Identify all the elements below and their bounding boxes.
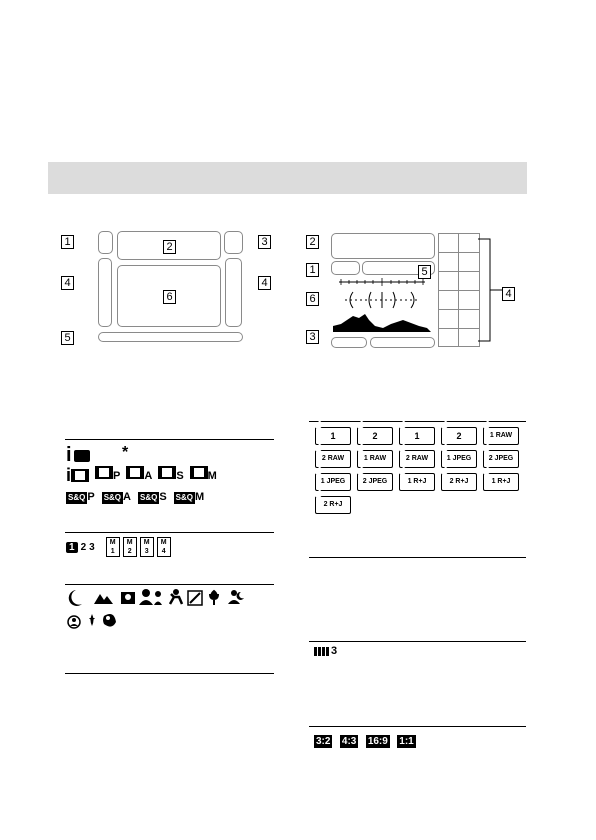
rule-4 bbox=[65, 673, 274, 674]
callout-6-right: 6 bbox=[306, 292, 319, 306]
aspect-16-9: 16:9 bbox=[367, 736, 388, 747]
callout-4-grid: 4 bbox=[502, 287, 515, 301]
battery-icon bbox=[314, 645, 337, 657]
card-1-jpeg: 1 JPEG bbox=[441, 450, 477, 468]
area-3 bbox=[224, 231, 243, 254]
area-1 bbox=[98, 231, 113, 254]
callout-1-right: 1 bbox=[306, 263, 319, 277]
night-portrait-icon bbox=[121, 592, 135, 604]
sq-a-icon: S&Q A bbox=[103, 491, 131, 503]
aspect-4-3: 4:3 bbox=[341, 736, 357, 747]
intelligent-auto-icon bbox=[66, 445, 90, 465]
callout-5: 5 bbox=[61, 331, 74, 345]
card-relay-2-jpeg: 2 JPEG bbox=[357, 473, 393, 491]
area-5 bbox=[98, 332, 243, 342]
memory-m3: M 3 bbox=[140, 537, 154, 557]
card-row-4 bbox=[315, 496, 351, 514]
movie-m-icon: M bbox=[190, 466, 217, 484]
movie-p-icon: P bbox=[95, 466, 120, 484]
card-2: 2 bbox=[357, 427, 393, 445]
card-row-3 bbox=[315, 473, 519, 491]
area-3b-right bbox=[370, 337, 435, 348]
movie-mode-row bbox=[66, 466, 217, 484]
card-row-2 bbox=[315, 450, 519, 468]
rule-right-4 bbox=[309, 726, 526, 727]
anti-motion-blur-icon bbox=[68, 616, 80, 628]
area-4-left bbox=[98, 258, 112, 327]
callout-3-right: 3 bbox=[306, 330, 319, 344]
card-2-rj: 2 R+J bbox=[441, 473, 477, 491]
rule-right-2 bbox=[309, 557, 526, 558]
area-1-right bbox=[331, 261, 360, 275]
callout-4-right: 4 bbox=[258, 276, 271, 290]
grid-bracket-lines bbox=[478, 238, 504, 342]
area-2-right bbox=[331, 233, 435, 259]
card-relay-1-raw: 1 RAW bbox=[357, 450, 393, 468]
card-relay-2-raw: 2 RAW bbox=[399, 450, 435, 468]
movie-a-icon: A bbox=[126, 466, 152, 484]
card-relay-1-rj: 1 R+J bbox=[483, 473, 519, 491]
memory-m4: M 4 bbox=[157, 537, 171, 557]
card-1-raw: 1 RAW bbox=[483, 427, 519, 445]
callout-5-right: 5 bbox=[418, 265, 431, 279]
area-3-right bbox=[331, 337, 367, 348]
card-relay-2-rj: 2 R+J bbox=[315, 496, 351, 514]
rule-right-1 bbox=[309, 421, 526, 422]
callout-2: 2 bbox=[163, 240, 176, 254]
sq-p-icon: S&Q P bbox=[68, 491, 95, 503]
handheld-twilight-icon bbox=[228, 590, 244, 604]
battery-count: 3 bbox=[331, 645, 338, 657]
sq-s-icon: S&Q S bbox=[139, 491, 167, 503]
memory-recall-icons bbox=[66, 537, 171, 557]
aspect-1-1: 1:1 bbox=[399, 736, 414, 747]
card-relay-1-jpeg: 1 JPEG bbox=[315, 473, 351, 491]
card-1-rj: 1 R+J bbox=[399, 473, 435, 491]
ia-letter: i bbox=[66, 444, 72, 466]
rule-3 bbox=[65, 584, 274, 585]
callout-4-left: 4 bbox=[61, 276, 74, 290]
card-relay-2: 2 bbox=[441, 427, 477, 445]
callout-1: 1 bbox=[61, 235, 74, 249]
gourmet-icon bbox=[103, 614, 116, 627]
memory-m2: M 2 bbox=[123, 537, 137, 557]
memory-1-active: 1 bbox=[66, 542, 78, 553]
sports-icon bbox=[170, 589, 182, 604]
sq-mode-row bbox=[66, 487, 204, 505]
aspect-ratio-icons bbox=[314, 731, 419, 749]
macro-icon bbox=[210, 591, 218, 605]
section-header-band bbox=[48, 162, 527, 194]
card-2-raw: 2 RAW bbox=[315, 450, 351, 468]
memory-m1: M 1 bbox=[106, 537, 120, 557]
memory-2: 2 bbox=[80, 541, 87, 553]
landscape-icon bbox=[94, 594, 113, 604]
card-row-1 bbox=[315, 427, 519, 445]
card-2-jpeg: 2 JPEG bbox=[483, 450, 519, 468]
callout-2-right: 2 bbox=[306, 235, 319, 249]
ia-movie-icon: i bbox=[66, 466, 89, 484]
area-4-grid bbox=[438, 233, 480, 347]
movie-s-icon: S bbox=[158, 466, 183, 484]
card-relay-1: 1 bbox=[399, 427, 435, 445]
area-4-right bbox=[225, 258, 242, 327]
callout-3: 3 bbox=[258, 235, 271, 249]
rule-right-3 bbox=[309, 641, 526, 642]
sunset-icon bbox=[188, 591, 202, 605]
portrait-icon bbox=[139, 589, 162, 605]
pet-icon bbox=[89, 614, 95, 626]
level-histogram-graphic bbox=[331, 276, 433, 334]
night-scene-icon bbox=[69, 590, 82, 606]
rule-1 bbox=[65, 439, 274, 440]
card-1: 1 bbox=[315, 427, 351, 445]
star-mark: * bbox=[122, 444, 129, 461]
rule-2 bbox=[65, 532, 274, 533]
aspect-3-2: 3:2 bbox=[316, 736, 331, 747]
sq-m-icon: S&Q M bbox=[175, 491, 205, 503]
callout-6: 6 bbox=[163, 290, 176, 304]
memory-3: 3 bbox=[89, 541, 95, 553]
scene-selection-icons bbox=[66, 588, 266, 630]
